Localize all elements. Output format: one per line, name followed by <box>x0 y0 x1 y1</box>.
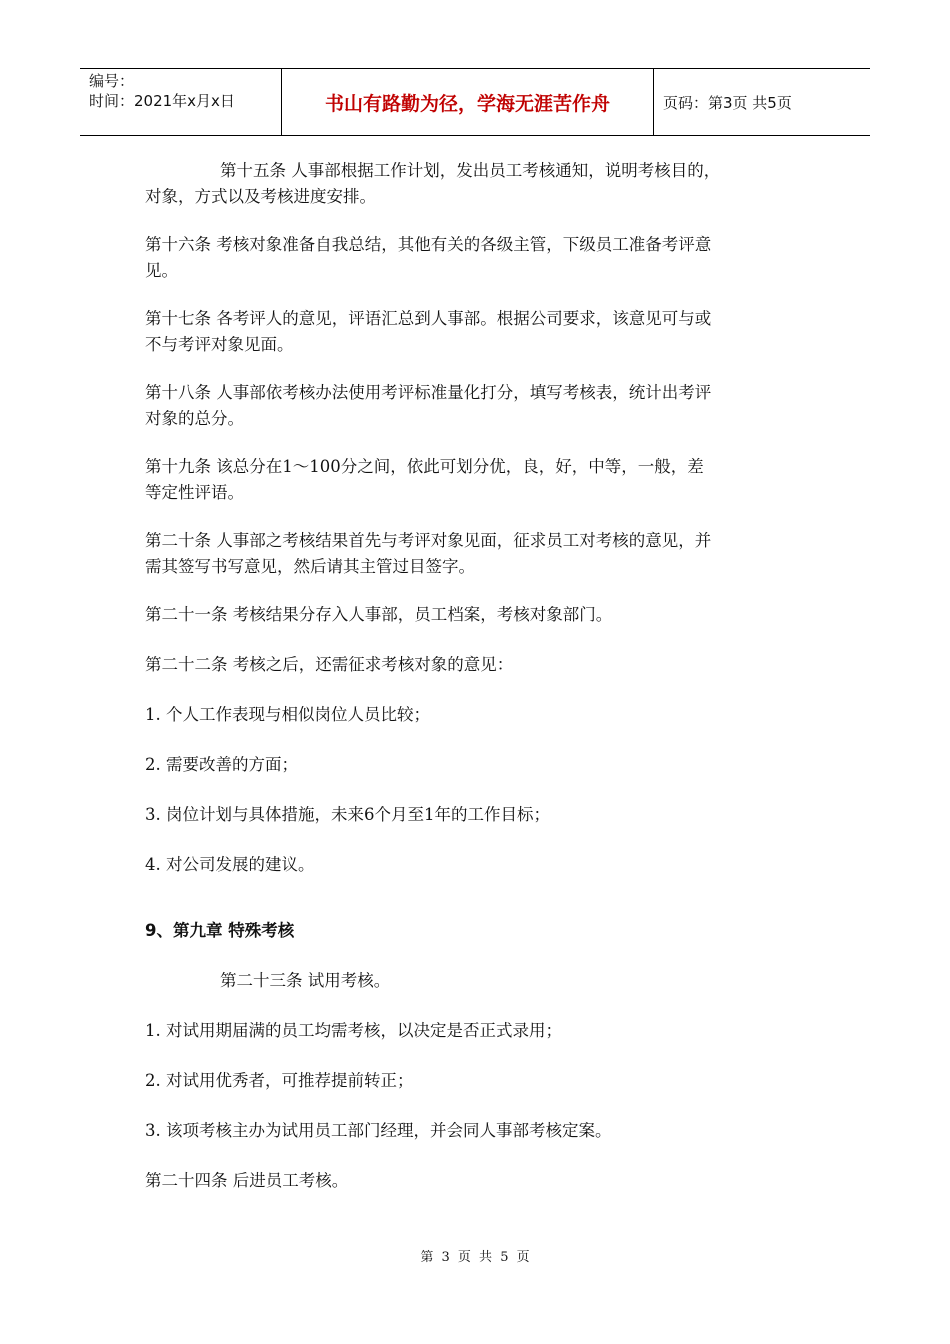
article-19-line-2: 等定性评语。 <box>145 483 244 502</box>
article-21: 第二十一条 考核结果分存入人事部，员工档案，考核对象部门。 <box>145 605 613 624</box>
article-19-line-1: 第十九条 该总分在1～100分之间，依此可划分优，良，好，中等，一般，差 <box>145 457 704 476</box>
page-footer: 第 3 页 共 5 页 <box>420 1250 530 1265</box>
list-item: 3. 岗位计划与具体措施，未来6个月至1年的工作目标； <box>145 805 550 824</box>
article-18-line-2: 对象的总分。 <box>145 409 244 428</box>
list-item: 1. 对试用期届满的员工均需考核，以决定是否正式录用； <box>145 1021 562 1040</box>
article-22: 第二十二条 考核之后，还需征求考核对象的意见： <box>145 655 514 674</box>
article-20-line-1: 第二十条 人事部之考核结果首先与考评对象见面，征求员工对考核的意见，并 <box>145 531 712 550</box>
header-meta-cell <box>80 69 282 135</box>
article-17-line-2: 不与考评对象见面。 <box>145 335 294 354</box>
article-17-line-1: 第十七条 各考评人的意见，评语汇总到人事部。根据公司要求，该意见可与或 <box>145 309 712 328</box>
list-item: 3. 该项考核主办为试用员工部门经理，并会同人事部考核定案。 <box>145 1121 612 1140</box>
article-18-line-1: 第十八条 人事部依考核办法使用考评标准量化打分，填写考核表，统计出考评 <box>145 383 712 402</box>
article-20-line-2: 需其签写书写意见，然后请其主管过目签字。 <box>145 557 475 576</box>
list-item: 1. 个人工作表现与相似岗位人员比较； <box>145 705 430 724</box>
header-slogan: 书山有路勤为径，学海无涯苦作舟 <box>282 69 654 135</box>
page-header <box>80 68 870 136</box>
article-16-line-1: 第十六条 考核对象准备自我总结，其他有关的各级主管，下级员工准备考评意 <box>145 235 712 254</box>
list-item: 4. 对公司发展的建议。 <box>145 855 315 874</box>
article-15-line-2: 对象，方式以及考核进度安排。 <box>145 187 376 206</box>
header-page-info: 页码：第3页 共5页 <box>663 93 792 112</box>
article-23: 第二十三条 试用考核。 <box>220 971 391 990</box>
article-16-line-2: 见。 <box>145 261 178 280</box>
document-number-label: 编号： <box>89 72 135 90</box>
article-15-line-1: 第十五条 人事部根据工作计划，发出员工考核通知，说明考核目的， <box>220 161 721 180</box>
chapter-heading: 9、第九章 特殊考核 <box>145 921 295 940</box>
list-item: 2. 需要改善的方面； <box>145 755 298 774</box>
list-item: 2. 对试用优秀者，可推荐提前转正； <box>145 1071 414 1090</box>
document-body <box>145 158 810 1194</box>
article-24: 第二十四条 后进员工考核。 <box>145 1171 349 1190</box>
document-time-label: 时间：2021年x月x日 <box>89 92 235 110</box>
